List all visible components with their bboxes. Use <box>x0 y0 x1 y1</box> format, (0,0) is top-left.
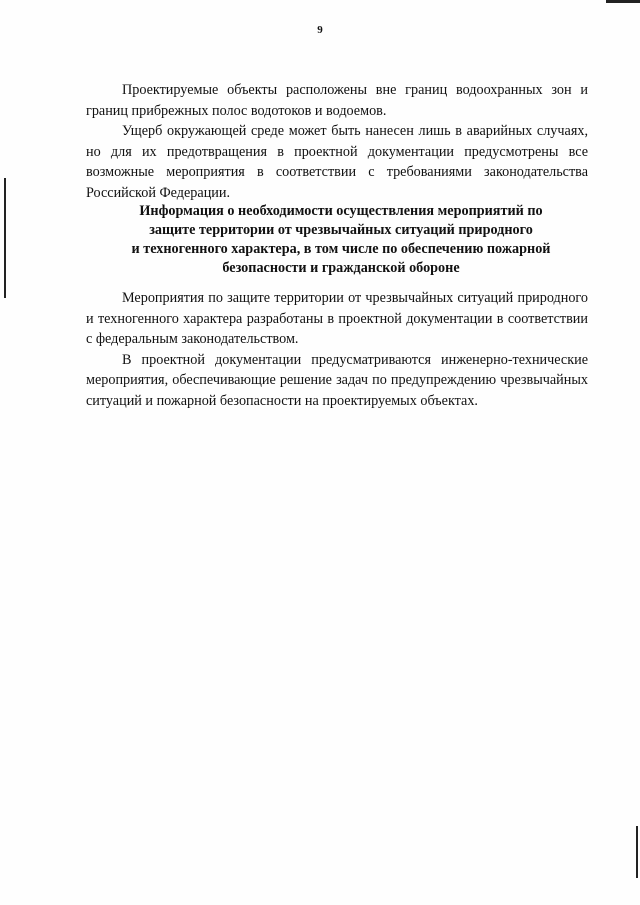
body-text-bottom <box>86 288 588 411</box>
paragraph: Проектируемые объекты расположены вне границ водоохранных зон и границ прибрежных полос водотоков и водоемов. <box>86 82 588 119</box>
section-heading <box>100 202 582 278</box>
paragraph: Ущерб окружающей среде может быть нанесен лишь в аварийных случаях, но для их предотвращения в проектной документации предусмотрены все возможные мероприятия в соответствии с требованиями законодательства Российской Федерации. <box>86 123 588 201</box>
body-text-top <box>86 80 588 203</box>
heading-line: Информация о необходимости осуществления мероприятий по <box>139 203 543 219</box>
heading-line: защите территории от чрезвычайных ситуаций природного <box>149 222 533 238</box>
heading-line: безопасности и гражданской обороне <box>222 260 460 276</box>
heading-line: и техногенного характера, в том числе по обеспечению пожарной <box>131 241 551 257</box>
paragraph: Мероприятия по защите территории от чрезвычайных ситуаций природного и техногенного характера разработаны в проектной документации в соответствии с федеральным законодательством. <box>86 290 588 347</box>
scan-edge-mark-top-right <box>606 0 640 3</box>
paragraph: В проектной документации предусматриваются инженерно-технические мероприятия, обеспечивающие решение задач по предупреждению чрезвычайных ситуаций и пожарной безопасности на проектируемых объектах. <box>86 351 588 409</box>
scan-edge-mark-left <box>4 178 6 298</box>
scan-edge-mark-right <box>636 826 638 878</box>
page-number: 9 <box>317 24 323 36</box>
